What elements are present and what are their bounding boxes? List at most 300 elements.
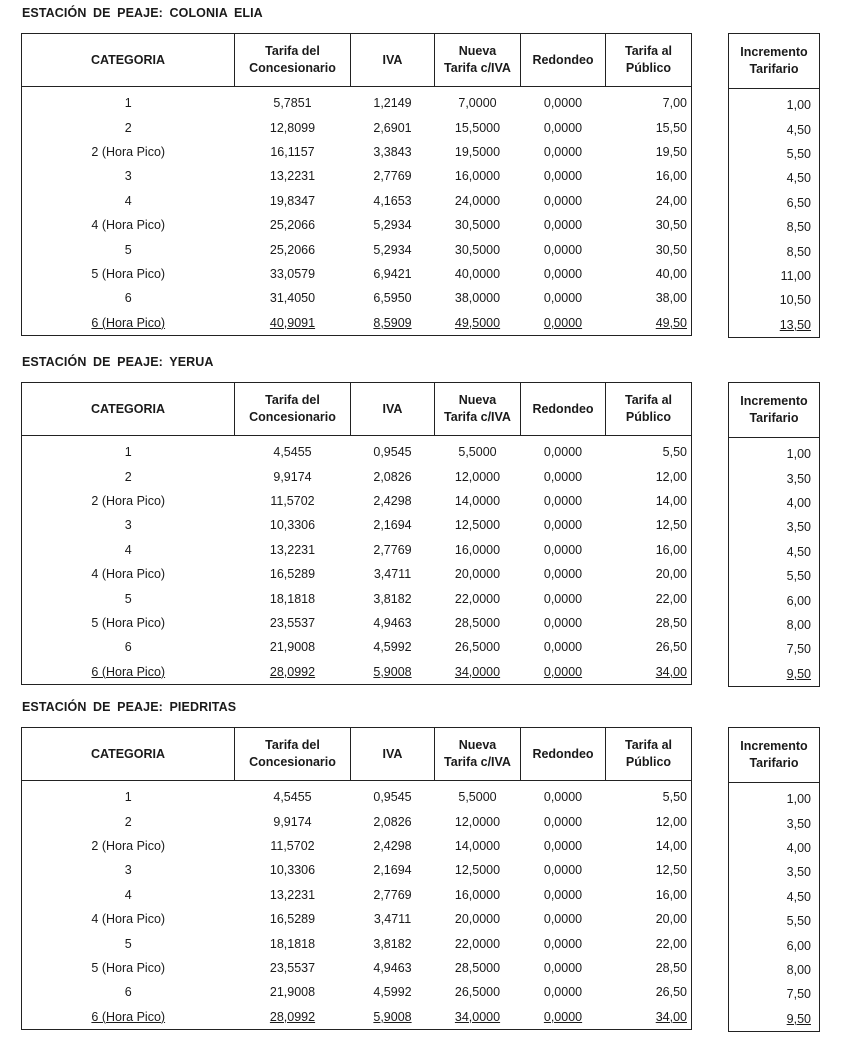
cell-incremento-value: 8,00 xyxy=(786,962,811,977)
table-row xyxy=(729,313,820,338)
cell-tarifa-concesionario xyxy=(235,262,351,286)
cell-redondeo xyxy=(521,87,606,116)
cell-tarifa-publico-value: 30,50 xyxy=(655,242,687,257)
cell-tarifa-publico xyxy=(606,1005,692,1030)
cell-tarifa-publico xyxy=(606,956,692,980)
cell-tarifa-publico xyxy=(606,436,692,465)
cell-incremento-value: 5,50 xyxy=(786,914,811,929)
table-row xyxy=(22,115,692,139)
cell-nueva-tarifa-value: 30,5000 xyxy=(454,242,501,257)
cell-tarifa-concesionario-value: 21,9008 xyxy=(269,985,316,1000)
cell-incremento-value: 4,50 xyxy=(786,889,811,904)
cell-iva xyxy=(351,858,435,882)
cell-nueva-tarifa xyxy=(435,436,521,465)
cell-tarifa-publico-value: 12,00 xyxy=(655,469,687,484)
cell-iva xyxy=(351,635,435,659)
header-label: Público xyxy=(625,61,672,75)
cell-redondeo-value: 0,0000 xyxy=(543,266,583,281)
cell-incremento xyxy=(729,958,820,982)
cell-redondeo-value: 0,0000 xyxy=(543,469,583,484)
cell-nueva-tarifa xyxy=(435,538,521,562)
cell-tarifa-concesionario-value: 9,9174 xyxy=(273,814,312,829)
cell-tarifa-publico-value: 16,00 xyxy=(655,542,687,557)
cell-iva xyxy=(351,262,435,286)
cell-redondeo xyxy=(521,907,606,931)
cell-nueva-tarifa-value: 15,5000 xyxy=(454,120,501,135)
cell-categoria-value: 6 (Hora Pico) xyxy=(91,315,166,330)
header-label: Tarifa del xyxy=(265,44,320,58)
cell-tarifa-concesionario xyxy=(235,956,351,980)
header-label: Concesionario xyxy=(249,410,336,424)
table-row xyxy=(22,883,692,907)
cell-nueva-tarifa-value: 34,0000 xyxy=(454,664,501,679)
cell-categoria-value: 6 xyxy=(124,291,132,306)
cell-iva-value: 5,2934 xyxy=(373,242,412,257)
cell-nueva-tarifa-value: 12,0000 xyxy=(454,469,501,484)
cell-categoria-value: 4 xyxy=(124,887,132,902)
cell-tarifa-publico-value: 26,50 xyxy=(655,640,687,655)
cell-tarifa-publico-value: 15,50 xyxy=(655,120,687,135)
table-row xyxy=(729,933,820,957)
cell-nueva-tarifa xyxy=(435,115,521,139)
cell-redondeo xyxy=(521,858,606,882)
cell-iva-value: 5,2934 xyxy=(373,218,412,233)
cell-redondeo-value: 0,0000 xyxy=(543,640,583,655)
cell-incremento-value: 3,50 xyxy=(786,471,811,486)
header-label: Tarifa al xyxy=(624,44,672,58)
cell-categoria-value: 2 xyxy=(124,120,132,135)
table-row xyxy=(22,660,692,685)
cell-categoria xyxy=(22,237,235,261)
cell-redondeo xyxy=(521,980,606,1004)
cell-nueva-tarifa xyxy=(435,635,521,659)
cell-tarifa-concesionario-value: 12,8099 xyxy=(269,120,316,135)
cell-categoria xyxy=(22,87,235,116)
cell-incremento-value: 8,50 xyxy=(786,220,811,235)
cell-tarifa-publico xyxy=(606,834,692,858)
cell-redondeo-value: 0,0000 xyxy=(543,936,583,951)
cell-incremento-value: 5,50 xyxy=(786,146,811,161)
cell-incremento-value: 4,50 xyxy=(786,122,811,137)
cell-tarifa-concesionario xyxy=(235,464,351,488)
table-row xyxy=(22,311,692,336)
cell-nueva-tarifa-value: 30,5000 xyxy=(454,218,501,233)
cell-tarifa-concesionario xyxy=(235,189,351,213)
cell-iva-value: 2,4298 xyxy=(373,838,412,853)
header-label: Concesionario xyxy=(249,755,336,769)
table-row xyxy=(22,87,692,116)
cell-incremento-value: 4,50 xyxy=(786,544,811,559)
cell-iva-value: 1,2149 xyxy=(373,96,412,111)
cell-categoria-value: 6 (Hora Pico) xyxy=(91,1009,166,1024)
cell-nueva-tarifa xyxy=(435,834,521,858)
header-label: Tarifario xyxy=(749,411,799,425)
cell-tarifa-publico xyxy=(606,87,692,116)
cell-categoria xyxy=(22,635,235,659)
cell-categoria xyxy=(22,513,235,537)
cell-redondeo xyxy=(521,513,606,537)
cell-nueva-tarifa xyxy=(435,213,521,237)
cell-incremento xyxy=(729,885,820,909)
table-row xyxy=(22,436,692,465)
header-iva xyxy=(351,34,435,87)
header-label: Público xyxy=(625,755,672,769)
cell-nueva-tarifa xyxy=(435,858,521,882)
cell-nueva-tarifa xyxy=(435,164,521,188)
table-row xyxy=(22,834,692,858)
cell-iva-value: 3,4711 xyxy=(373,912,412,927)
cell-tarifa-publico-value: 16,00 xyxy=(655,169,687,184)
header-label: Incremento xyxy=(740,739,808,753)
header-label: CATEGORIA xyxy=(90,746,166,761)
cell-tarifa-concesionario-value: 4,5455 xyxy=(273,790,312,805)
cell-nueva-tarifa xyxy=(435,513,521,537)
cell-incremento xyxy=(729,313,820,338)
cell-nueva-tarifa xyxy=(435,87,521,116)
table-row xyxy=(22,858,692,882)
cell-tarifa-concesionario-value: 23,5537 xyxy=(269,960,316,975)
cell-tarifa-publico-value: 34,00 xyxy=(655,1009,687,1024)
cell-iva xyxy=(351,907,435,931)
table-row xyxy=(729,1007,820,1032)
cell-nueva-tarifa-value: 14,0000 xyxy=(454,493,501,508)
header-label: Incremento xyxy=(740,45,808,59)
cell-incremento-value: 9,50 xyxy=(786,1011,811,1026)
cell-incremento-value: 1,00 xyxy=(786,792,811,807)
cell-incremento xyxy=(729,142,820,166)
table-row xyxy=(729,662,820,687)
increment-table xyxy=(728,727,820,1032)
cell-nueva-tarifa-value: 38,0000 xyxy=(454,291,501,306)
cell-tarifa-publico-value: 14,00 xyxy=(655,838,687,853)
header-label: Tarifa del xyxy=(265,393,320,407)
header-label: Tarifario xyxy=(749,756,799,770)
station-title: ESTACIÓN DE PEAJE: YERUA xyxy=(22,355,214,369)
cell-tarifa-concesionario xyxy=(235,513,351,537)
cell-categoria-value: 4 xyxy=(124,542,132,557)
cell-incremento xyxy=(729,836,820,860)
cell-iva-value: 3,8182 xyxy=(373,936,412,951)
table-row xyxy=(729,564,820,588)
cell-categoria xyxy=(22,115,235,139)
cell-iva xyxy=(351,237,435,261)
cell-incremento-value: 3,50 xyxy=(786,865,811,880)
cell-categoria-value: 1 xyxy=(124,790,132,805)
cell-iva-value: 2,7769 xyxy=(373,169,412,184)
cell-redondeo xyxy=(521,262,606,286)
header-label: Nueva xyxy=(458,44,497,58)
cell-nueva-tarifa xyxy=(435,286,521,310)
cell-tarifa-concesionario xyxy=(235,538,351,562)
cell-categoria-value: 2 xyxy=(124,814,132,829)
header-label: IVA xyxy=(382,401,403,416)
cell-iva xyxy=(351,164,435,188)
cell-incremento xyxy=(729,909,820,933)
cell-tarifa-publico xyxy=(606,311,692,336)
cell-tarifa-publico xyxy=(606,538,692,562)
header-nueva-tarifa xyxy=(435,728,521,781)
cell-tarifa-concesionario-value: 25,2066 xyxy=(269,242,316,257)
cell-tarifa-publico xyxy=(606,286,692,310)
cell-categoria-value: 5 (Hora Pico) xyxy=(91,266,166,281)
cell-nueva-tarifa xyxy=(435,489,521,513)
cell-nueva-tarifa-value: 5,5000 xyxy=(458,790,497,805)
table-row xyxy=(729,239,820,263)
header-incremento xyxy=(729,34,820,89)
header-nueva-tarifa xyxy=(435,34,521,87)
cell-incremento xyxy=(729,783,820,812)
cell-categoria xyxy=(22,980,235,1004)
cell-categoria xyxy=(22,262,235,286)
table-row xyxy=(22,489,692,513)
cell-redondeo-value: 0,0000 xyxy=(543,291,583,306)
cell-categoria xyxy=(22,809,235,833)
table-row xyxy=(22,262,692,286)
cell-tarifa-concesionario-value: 25,2066 xyxy=(269,218,316,233)
cell-tarifa-publico xyxy=(606,635,692,659)
cell-incremento-value: 10,50 xyxy=(779,293,811,308)
cell-tarifa-publico-value: 28,50 xyxy=(655,615,687,630)
table-row xyxy=(729,491,820,515)
cell-categoria-value: 6 xyxy=(124,640,132,655)
cell-nueva-tarifa-value: 12,5000 xyxy=(454,518,501,533)
cell-incremento xyxy=(729,662,820,687)
cell-iva xyxy=(351,883,435,907)
cell-tarifa-publico xyxy=(606,907,692,931)
station-title: ESTACIÓN DE PEAJE: COLONIA ELIA xyxy=(22,6,263,20)
cell-incremento xyxy=(729,89,820,118)
cell-iva-value: 2,0826 xyxy=(373,469,412,484)
table-row xyxy=(729,515,820,539)
header-label: Tarifa c/IVA xyxy=(444,410,511,424)
cell-redondeo xyxy=(521,311,606,336)
cell-redondeo xyxy=(521,464,606,488)
cell-tarifa-publico-value: 20,00 xyxy=(655,912,687,927)
cell-categoria-value: 1 xyxy=(124,445,132,460)
cell-tarifa-concesionario xyxy=(235,489,351,513)
cell-redondeo-value: 0,0000 xyxy=(543,542,583,557)
increment-table-header-row xyxy=(729,728,820,783)
cell-redondeo-value: 0,0000 xyxy=(543,493,583,508)
cell-redondeo-value: 0,0000 xyxy=(543,315,583,330)
cell-nueva-tarifa xyxy=(435,1005,521,1030)
cell-categoria xyxy=(22,883,235,907)
cell-tarifa-concesionario-value: 28,0992 xyxy=(269,1009,316,1024)
cell-redondeo-value: 0,0000 xyxy=(543,814,583,829)
cell-tarifa-concesionario xyxy=(235,907,351,931)
cell-incremento xyxy=(729,540,820,564)
header-label: Concesionario xyxy=(249,61,336,75)
header-iva xyxy=(351,728,435,781)
cell-nueva-tarifa-value: 28,5000 xyxy=(454,960,501,975)
table-row xyxy=(22,464,692,488)
cell-iva-value: 4,1653 xyxy=(373,193,412,208)
header-tarifa-publico xyxy=(606,383,692,436)
cell-tarifa-concesionario xyxy=(235,311,351,336)
cell-nueva-tarifa-value: 28,5000 xyxy=(454,615,501,630)
cell-tarifa-concesionario-value: 10,3306 xyxy=(269,863,316,878)
table-row xyxy=(729,117,820,141)
header-label: Tarifa c/IVA xyxy=(444,61,511,75)
cell-redondeo-value: 0,0000 xyxy=(543,169,583,184)
cell-tarifa-publico xyxy=(606,489,692,513)
cell-tarifa-publico xyxy=(606,809,692,833)
cell-tarifa-publico xyxy=(606,980,692,1004)
cell-iva-value: 4,5992 xyxy=(373,985,412,1000)
table-row xyxy=(729,860,820,884)
cell-incremento-value: 6,00 xyxy=(786,938,811,953)
cell-tarifa-concesionario xyxy=(235,436,351,465)
cell-tarifa-publico xyxy=(606,213,692,237)
table-row xyxy=(22,513,692,537)
cell-tarifa-concesionario xyxy=(235,115,351,139)
header-label: Redondeo xyxy=(532,52,594,67)
table-row xyxy=(729,438,820,467)
cell-incremento-value: 6,00 xyxy=(786,593,811,608)
cell-categoria xyxy=(22,311,235,336)
cell-categoria xyxy=(22,538,235,562)
cell-nueva-tarifa-value: 5,5000 xyxy=(458,445,497,460)
cell-categoria xyxy=(22,189,235,213)
cell-redondeo xyxy=(521,635,606,659)
table-row xyxy=(22,213,692,237)
table-row xyxy=(729,783,820,812)
cell-categoria xyxy=(22,781,235,810)
cell-tarifa-publico-value: 26,50 xyxy=(655,985,687,1000)
cell-nueva-tarifa xyxy=(435,237,521,261)
cell-tarifa-concesionario-value: 33,0579 xyxy=(269,266,316,281)
cell-iva xyxy=(351,213,435,237)
cell-categoria xyxy=(22,286,235,310)
table-row xyxy=(22,635,692,659)
cell-incremento-value: 9,50 xyxy=(786,666,811,681)
cell-redondeo xyxy=(521,660,606,685)
cell-incremento xyxy=(729,1007,820,1032)
increment-table xyxy=(728,382,820,687)
cell-nueva-tarifa-value: 12,5000 xyxy=(454,863,501,878)
cell-incremento-value: 4,50 xyxy=(786,171,811,186)
cell-tarifa-concesionario xyxy=(235,586,351,610)
cell-redondeo xyxy=(521,164,606,188)
cell-tarifa-publico-value: 5,50 xyxy=(662,790,687,805)
tariff-table-header-row xyxy=(22,34,692,87)
cell-redondeo-value: 0,0000 xyxy=(543,567,583,582)
cell-tarifa-concesionario-value: 10,3306 xyxy=(269,518,316,533)
table-row xyxy=(22,189,692,213)
cell-iva xyxy=(351,311,435,336)
cell-redondeo-value: 0,0000 xyxy=(543,863,583,878)
cell-tarifa-publico xyxy=(606,262,692,286)
header-categoria xyxy=(22,383,235,436)
cell-tarifa-concesionario-value: 40,9091 xyxy=(269,315,316,330)
cell-tarifa-concesionario xyxy=(235,931,351,955)
cell-tarifa-concesionario-value: 16,5289 xyxy=(269,912,316,927)
cell-tarifa-publico-value: 19,50 xyxy=(655,144,687,159)
cell-incremento xyxy=(729,117,820,141)
cell-categoria xyxy=(22,489,235,513)
cell-tarifa-publico-value: 34,00 xyxy=(655,664,687,679)
cell-iva xyxy=(351,513,435,537)
cell-iva xyxy=(351,538,435,562)
cell-incremento-value: 3,50 xyxy=(786,816,811,831)
cell-tarifa-concesionario xyxy=(235,140,351,164)
cell-tarifa-publico-value: 14,00 xyxy=(655,493,687,508)
table-row xyxy=(729,142,820,166)
cell-incremento-value: 5,50 xyxy=(786,569,811,584)
cell-iva-value: 5,9008 xyxy=(373,664,412,679)
cell-tarifa-concesionario-value: 19,8347 xyxy=(269,193,316,208)
cell-nueva-tarifa-value: 16,0000 xyxy=(454,542,501,557)
cell-iva xyxy=(351,781,435,810)
cell-tarifa-publico-value: 16,00 xyxy=(655,887,687,902)
cell-categoria xyxy=(22,931,235,955)
cell-iva xyxy=(351,115,435,139)
cell-tarifa-publico xyxy=(606,189,692,213)
cell-incremento-value: 3,50 xyxy=(786,520,811,535)
cell-iva-value: 2,4298 xyxy=(373,493,412,508)
cell-incremento xyxy=(729,860,820,884)
cell-incremento xyxy=(729,564,820,588)
table-row xyxy=(729,466,820,490)
cell-tarifa-publico-value: 38,00 xyxy=(655,291,687,306)
cell-redondeo xyxy=(521,586,606,610)
cell-iva xyxy=(351,286,435,310)
cell-tarifa-concesionario-value: 13,2231 xyxy=(269,542,316,557)
table-row xyxy=(22,538,692,562)
table-row xyxy=(729,166,820,190)
cell-tarifa-publico-value: 22,00 xyxy=(655,936,687,951)
cell-nueva-tarifa-value: 7,0000 xyxy=(458,96,497,111)
cell-tarifa-concesionario xyxy=(235,286,351,310)
table-row xyxy=(729,958,820,982)
header-label: Tarifa c/IVA xyxy=(444,755,511,769)
cell-redondeo xyxy=(521,189,606,213)
cell-incremento xyxy=(729,166,820,190)
tariff-table-header-row xyxy=(22,383,692,436)
cell-redondeo-value: 0,0000 xyxy=(543,912,583,927)
cell-iva-value: 2,1694 xyxy=(373,518,412,533)
table-row xyxy=(729,215,820,239)
header-label: Público xyxy=(625,410,672,424)
cell-tarifa-concesionario xyxy=(235,660,351,685)
cell-tarifa-publico xyxy=(606,115,692,139)
table-row xyxy=(729,982,820,1006)
cell-redondeo-value: 0,0000 xyxy=(543,518,583,533)
cell-iva xyxy=(351,611,435,635)
cell-tarifa-publico-value: 49,50 xyxy=(655,315,687,330)
cell-iva-value: 3,8182 xyxy=(373,591,412,606)
cell-categoria-value: 4 xyxy=(124,193,132,208)
cell-tarifa-publico-value: 30,50 xyxy=(655,218,687,233)
cell-tarifa-concesionario-value: 11,5702 xyxy=(270,493,315,508)
cell-redondeo-value: 0,0000 xyxy=(543,664,583,679)
cell-iva-value: 4,9463 xyxy=(373,615,412,630)
cell-categoria xyxy=(22,907,235,931)
tariff-table xyxy=(21,727,692,1030)
cell-tarifa-publico-value: 12,50 xyxy=(655,863,687,878)
cell-nueva-tarifa xyxy=(435,562,521,586)
table-row xyxy=(22,586,692,610)
cell-nueva-tarifa xyxy=(435,907,521,931)
cell-redondeo-value: 0,0000 xyxy=(543,615,583,630)
table-row xyxy=(22,956,692,980)
cell-nueva-tarifa xyxy=(435,883,521,907)
header-label: Redondeo xyxy=(532,746,594,761)
cell-tarifa-concesionario xyxy=(235,1005,351,1030)
cell-categoria-value: 4 (Hora Pico) xyxy=(91,912,166,927)
cell-categoria xyxy=(22,436,235,465)
cell-tarifa-publico xyxy=(606,562,692,586)
